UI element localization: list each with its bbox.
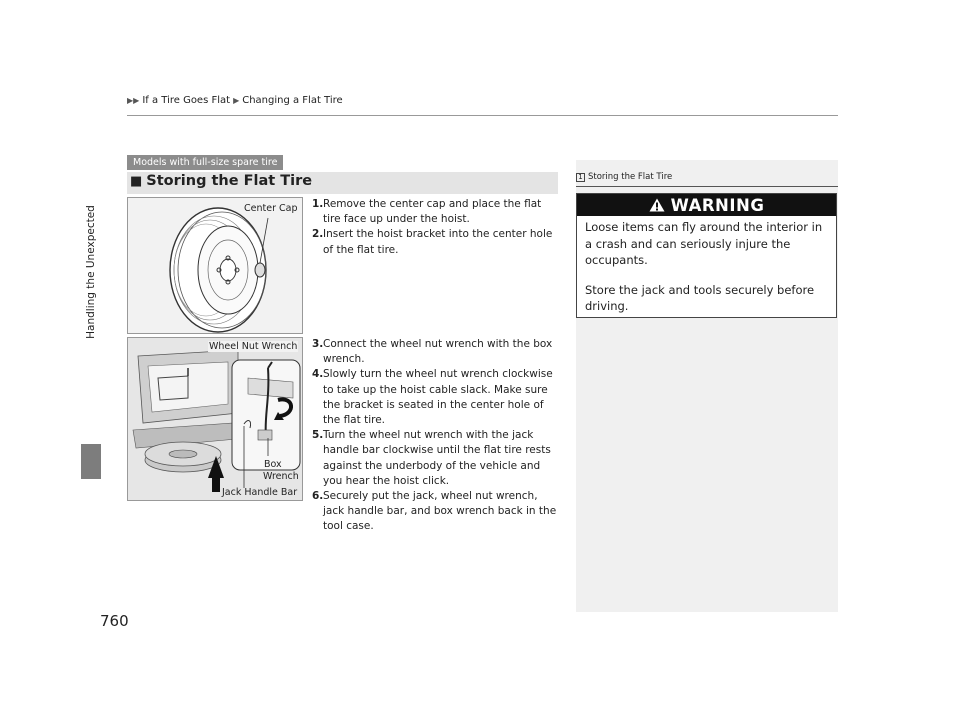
breadcrumb-arrow-icon: ▶ (233, 96, 240, 105)
steps-list-1 (312, 197, 560, 258)
step-number: 5. (312, 429, 324, 442)
step-text: Remove the center cap and place the flat tire face up under the hoist. (323, 198, 542, 226)
breadcrumb-arrow-icon: ▶▶ (127, 96, 140, 105)
step-number: 4. (312, 368, 324, 381)
steps-list-2 (312, 337, 560, 535)
note-icon: 1 (576, 173, 585, 182)
figure-hoist-wrench (127, 337, 303, 501)
side-tab-label: Handling the Unexpected (85, 205, 97, 339)
section-title (130, 173, 312, 189)
warning-body (585, 219, 830, 315)
step-text: Insert the hoist bracket into the center hole of the flat tire. (323, 228, 553, 256)
step-number: 6. (312, 490, 324, 503)
step-number: 2. (312, 228, 324, 241)
warning-box (576, 193, 837, 318)
model-tag: Models with full-size spare tire (127, 155, 283, 170)
warning-paragraph-2: Store the jack and tools securely before driving. (585, 282, 815, 314)
step-item (312, 428, 560, 489)
step-number: 1. (312, 198, 324, 210)
figure-center-cap (127, 197, 303, 334)
note-title: Storing the Flat Tire (588, 172, 673, 182)
step-text: Securely put the jack, wheel nut wrench, jack handle bar, and box wrench back in the tool case. (323, 490, 557, 533)
step-item (312, 227, 560, 257)
step-item (312, 367, 560, 428)
step-item (312, 337, 560, 367)
step-text: Connect the wheel nut wrench with the box wrench. (323, 338, 553, 366)
section-square-icon: ■ (130, 174, 143, 189)
step-number: 3. (312, 338, 324, 350)
warning-triangle-icon (649, 198, 665, 212)
page-number: 760 (100, 612, 129, 630)
warning-header (577, 194, 836, 216)
breadcrumb (127, 95, 343, 106)
callout-box-wrench-line1: Box (264, 459, 282, 470)
side-tab (82, 172, 100, 372)
section-title-text: Storing the Flat Tire (146, 173, 313, 189)
side-tab-marker (81, 444, 101, 479)
warning-paragraph-1: Loose items can fly around the interior in a crash and can seriously injure the occupants. (585, 220, 823, 268)
note-divider (576, 186, 838, 187)
breadcrumb-item-flat-tire[interactable]: If a Tire Goes Flat (142, 95, 231, 106)
warning-label: WARNING (670, 195, 765, 215)
step-text: Slowly turn the wheel nut wrench clockwise to take up the hoist cable slack. Make sure the bracket is seated in the center hole of the flat tire. (323, 368, 553, 427)
step-item (312, 489, 560, 535)
step-text: Turn the wheel nut wrench with the jack handle bar clockwise until the flat tire rests against the underbody of the vehicle and you hear the hoist click. (323, 429, 551, 487)
breadcrumb-item-changing-tire[interactable]: Changing a Flat Tire (242, 95, 343, 106)
callout-center-cap: Center Cap (244, 203, 298, 214)
callout-wheel-nut-wrench: Wheel Nut Wrench (209, 341, 298, 352)
header-divider (127, 115, 838, 116)
tire-illustration (128, 198, 303, 334)
callout-box-wrench-line2: Wrench (263, 471, 299, 482)
callout-jack-handle-bar: Jack Handle Bar (222, 487, 298, 498)
step-item (312, 197, 560, 227)
note-heading (576, 172, 672, 182)
